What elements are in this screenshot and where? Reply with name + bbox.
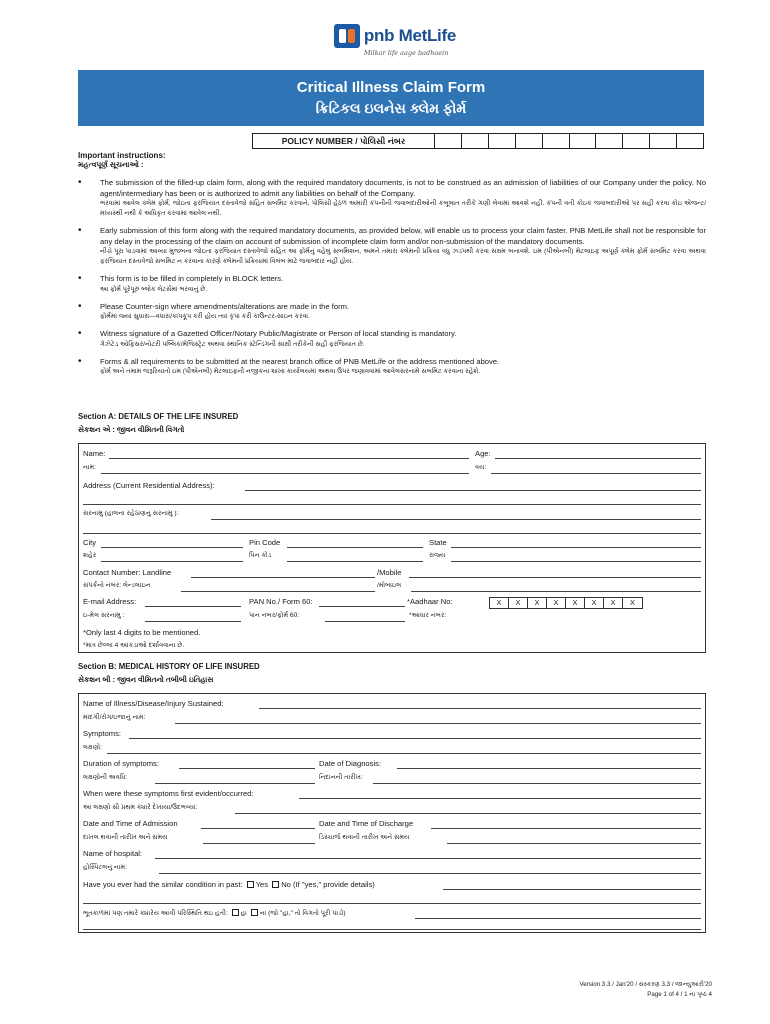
state-label-gujarati: રાજ્ય (429, 552, 446, 559)
email-label-gujarati: ઇ-મેલ સરનામુ : (83, 612, 125, 619)
pin-code-input-line-2[interactable] (287, 561, 423, 562)
instructions-list (78, 178, 706, 384)
aadhaar-cell[interactable]: X (547, 598, 566, 608)
duration-label-gujarati: લક્ષણોની અવધિ: (83, 774, 128, 781)
email-label: E-mail Address: (83, 597, 137, 606)
admission-input-line-2[interactable] (203, 843, 315, 844)
instruction-text-english: Early submission of this form along with the required mandatory documents, as provided below, will enable us to process your claim faster. PNB MetLife shall not be responsible for any delay in the processing of the claim on account of submission of incomplete claim form and/or non-submission of the mandatory documents. (100, 226, 706, 246)
city-label-gujarati: શહેર (83, 552, 97, 559)
page-number: Page 1 of 4 / 1 ના પૃષ્ઠ 4 (647, 991, 712, 998)
similar-condition-label: Have you ever had the similar condition in past: (83, 880, 243, 889)
address-label: Address (Current Residential Address): (83, 481, 215, 490)
address-input-line-3[interactable] (211, 519, 701, 520)
aadhaar-note-gujarati: *માત્ર છેલ્લા 4 આંકડાઓ દર્શાવવાના છે. (83, 642, 185, 649)
aadhaar-cell[interactable]: X (629, 598, 635, 607)
similar-condition-label-gujarati: ભૂતકાળમાં પણ તમારે ક્યારેય આવી પરિસ્થિતિ થઇ હતી: (83, 910, 228, 917)
symptoms-label-gujarati: લક્ષણો: (83, 744, 103, 751)
city-input-line[interactable] (101, 547, 243, 548)
discharge-input-line[interactable] (431, 828, 701, 829)
instruction-item (78, 274, 706, 295)
aadhaar-number-cells[interactable] (489, 597, 643, 609)
section-a-heading (78, 412, 238, 435)
name-input-line-2[interactable] (101, 473, 469, 474)
instruction-text-english: Please Counter-sign where amendments/alterations are made in the form. (100, 301, 350, 311)
contact-landline-input-line-2[interactable] (181, 591, 375, 592)
name-input-line[interactable] (109, 458, 469, 459)
instructions-heading (78, 151, 166, 170)
version-text: Version 3.3 / Jan'20 / સંસ્કરણ 3.3 / જાન્યુઆરી'20 (579, 981, 712, 988)
policy-number-cell[interactable] (623, 134, 650, 148)
similar-details-input-line-4[interactable] (83, 929, 701, 930)
aadhaar-cell[interactable]: X (604, 598, 623, 608)
similar-yes-checkbox[interactable] (247, 881, 254, 888)
duration-input-line[interactable] (179, 768, 315, 769)
name-label: Name: (83, 449, 106, 458)
email-input-line[interactable] (145, 606, 241, 607)
aadhaar-note: *Only last 4 digits to be mentioned. (83, 628, 201, 637)
first-evident-input-line-2[interactable] (235, 813, 701, 814)
discharge-input-line-2[interactable] (447, 843, 701, 844)
hospital-label: Name of hospital: (83, 849, 143, 858)
policy-number-cell[interactable] (650, 134, 677, 148)
policy-number-label: POLICY NUMBER / પોલિસી નંબર (253, 134, 435, 148)
form-title-gujarati: ક્રિટિકલ ઇલનેસ ક્લેમ ફોર્મ (315, 100, 467, 116)
policy-number-field (252, 133, 704, 149)
diagnosis-date-label-gujarati: નિદાનની તારીખ: (319, 774, 363, 781)
contact-mobile-label: /Mobile (377, 568, 402, 577)
section-b-title-english: Section B: MEDICAL HISTORY OF LIFE INSURED (78, 662, 260, 671)
section-b-title-gujarati: સેકશન બી : જીવન વીમિતનો તબીબી ઇતિહાસ (78, 675, 214, 684)
similar-yes-label: Yes (255, 880, 269, 889)
instruction-item (78, 178, 706, 219)
address-input-line-1[interactable] (245, 490, 701, 491)
hospital-input-line[interactable] (155, 858, 701, 859)
pin-code-input-line[interactable] (287, 547, 423, 548)
policy-number-cells[interactable] (435, 134, 703, 148)
address-input-line-2[interactable] (83, 504, 701, 505)
discharge-label-gujarati: ડિસ્ચાર્જ થવાની તારીખ અને સમય (319, 834, 410, 841)
state-input-line-2[interactable] (451, 561, 701, 562)
page-footer (579, 980, 712, 1000)
instructions-heading-gujarati: મહત્વપૂર્ણ સૂચનાઓ : (78, 160, 144, 169)
section-b-box (78, 693, 706, 933)
instructions-heading-english: Important instructions: (78, 151, 166, 160)
aadhaar-cell[interactable]: X (528, 598, 547, 608)
pin-code-label: Pin Code (249, 538, 281, 547)
duration-label: Duration of symptoms: (83, 759, 159, 768)
pan-input-line-2[interactable] (325, 621, 405, 622)
aadhaar-cell[interactable]: X (566, 598, 585, 608)
state-input-line[interactable] (451, 547, 701, 548)
age-label: Age: (475, 449, 491, 458)
instruction-text-english: This form is to be filled in completely in BLOCK letters. (100, 274, 284, 283)
aadhaar-label: *Aadhaar No: (407, 597, 453, 606)
pan-label-gujarati: પાન નંબર/ફોર્મ 60: (249, 612, 300, 619)
aadhaar-cell[interactable]: X (585, 598, 604, 608)
similar-condition-question (83, 880, 375, 889)
policy-number-cell[interactable] (489, 134, 516, 148)
pan-input-line[interactable] (319, 606, 405, 607)
instruction-item (78, 357, 706, 378)
similar-details-input-line[interactable] (443, 889, 701, 890)
admission-label: Date and Time of Admission (83, 819, 178, 828)
section-a-box (78, 443, 706, 653)
hospital-label-gujarati: હોસ્પિટલનું નામ: (83, 864, 127, 871)
contact-mobile-label-gujarati: /મોબાઇલ (377, 582, 402, 589)
address-label-gujarati: સરનામુ (હાલના રહેઠાણનું સરનામુ ): (83, 510, 179, 517)
instruction-text-gujarati: ફોર્મ અને તમામ જરૂરિયાતો ઇમ (પીએનબી) મેટલાઇફની નજીકના શાખા કાર્યાલયમાં અથવા ઉપર જણાવવામાં આવેલસરનામે સબમિટ કરવાના રહેશે. (100, 368, 481, 375)
age-input-line[interactable] (495, 458, 701, 459)
policy-number-cell[interactable] (596, 134, 623, 148)
instruction-text-gujarati: ગેઝેટેડ ઓફિસર/નોટરી પબ્લિક/મેજિસ્ટ્રેટ અથવા સ્થાનિક સ્ટેન્ડિંગની સાક્ષી તરીકેની સહી ફરજિયાત છે. (100, 340, 365, 348)
pan-label: PAN No./ Form 60: (249, 597, 313, 606)
section-a-title-gujarati: સેકશન એ : જીવન વીમિતની વિગતો (78, 425, 185, 434)
age-input-line-2[interactable] (491, 473, 701, 474)
instruction-text-gujarati: નીચે પૂરા પાડવામાં આવ્યા મુજબના જોઇતા ફરજિયાત દસ્તાવેજો સહિત આ ફોર્મનું વહેલું સબમિશન, અમને તમારા ક્લેમની પ્રક્રિયા વધુ ઝડપથી કરવા સક્ષમ બનાવશે. ઇમ (પીએનબી) મેટલાઇફ અપૂર્ણ ક્લેમ ફોર્મ સબમિટ કરવા અથવા ફરજિયાત દસ્તાવેજો સબમિટ ન કરવાના કારણે ક્લેમની પ્રક્રિયામાં વિલંબ માટે જવાબદાર નહીં હોય. (100, 248, 706, 265)
similar-no-checkbox[interactable] (272, 881, 279, 888)
form-title-banner (78, 70, 704, 126)
duration-input-line-2[interactable] (155, 783, 315, 784)
contact-mobile-input-line[interactable] (409, 577, 701, 578)
city-input-line-2[interactable] (101, 561, 243, 562)
similar-no-label-gujarati: ના (જો "હા," તો વિગતો પૂરી પાડો) (259, 910, 346, 917)
contact-landline-input-line[interactable] (191, 577, 375, 578)
discharge-label: Date and Time of Discharge (319, 819, 414, 828)
logo-metlife: MetLife (394, 26, 456, 45)
similar-condition-question-gujarati (83, 909, 346, 918)
address-input-line-4[interactable] (83, 533, 701, 534)
first-evident-label: When were these symptoms first evident/occurred: (83, 789, 254, 798)
instruction-item (78, 329, 706, 350)
instruction-text-english: Forms & all requirements to be submitted at the nearest branch office of PNB MetLife or the address mentioned above. (100, 356, 500, 366)
logo-pnb: pnb (363, 26, 395, 45)
instruction-text-gujarati: ભરવામાં આવેલ ક્લેમ ફોર્મ, જોઇતા ફરજિયાત દસ્તાવેજો સહિત સબમિટ કરવાને, પોલિસી હેઠળ અમારી કંપનીની જવાબદારીઓની કબૂલાત તરીકે ગણી લેવામાં આવશે નહીં. કંપની વતી કોઇક જવાબદારીઓ પર સહી કરવા કોઇ એજન્ટ/મધ્યસ્થી નથી કે અધિકૃત કરવામાં આવેલ નથી. (100, 200, 706, 217)
instruction-text-gujarati: આ ફોર્મ પૂરેપૂરું બ્લોક લેટર્સમાં ભરવાનું છે. (100, 285, 208, 293)
illness-label: Name of Illness/Disease/Injury Sustained: (83, 699, 224, 708)
contact-landline-label: Contact Number: Landline (83, 568, 172, 577)
section-a-title-english: Section A: DETAILS OF THE LIFE INSURED (78, 412, 239, 421)
policy-number-cell[interactable] (435, 134, 462, 148)
pin-code-label-gujarati: પિન કોડ (249, 552, 272, 559)
symptoms-label: Symptoms: (83, 729, 121, 738)
city-label: City (83, 538, 97, 547)
contact-mobile-input-line-2[interactable] (411, 591, 701, 592)
aadhaar-cell[interactable]: X (490, 598, 509, 608)
hospital-input-line-2[interactable] (159, 873, 701, 874)
admission-input-line[interactable] (201, 828, 315, 829)
diagnosis-date-label: Date of Diagnosis: (319, 759, 382, 768)
similar-no-label: No (If "yes," provide details) (281, 880, 375, 889)
age-label-gujarati: વય: (475, 464, 487, 471)
admission-label-gujarati: દાખલ થવાની તારીખ અને સમય (83, 834, 168, 841)
illness-input-line-2[interactable] (175, 723, 701, 724)
similar-details-input-line-2[interactable] (83, 903, 701, 904)
instruction-text-english: Witness signature of a Gazetted Officer/Notary Public/Magistrate or Person of local standing is mandatory. (100, 329, 457, 338)
instruction-item (78, 226, 706, 267)
pnb-metlife-mark-icon (334, 24, 360, 48)
policy-number-cell[interactable] (677, 134, 703, 148)
first-evident-label-gujarati: આ લક્ષણો સૌ પ્રથમ ક્યારે દેખાયા/ઉદભવ્યા: (83, 804, 198, 811)
illness-input-line[interactable] (259, 708, 701, 709)
form-title-english: Critical Illness Claim Form (296, 79, 486, 96)
symptoms-input-line-2[interactable] (107, 753, 701, 754)
policy-number-cell[interactable] (516, 134, 543, 148)
similar-yes-label-gujarati: હા (240, 910, 247, 917)
aadhaar-label-gujarati: *આધાર નંબર: (409, 612, 447, 619)
similar-no-checkbox-gujarati[interactable] (251, 909, 258, 916)
email-input-line-2[interactable] (145, 621, 241, 622)
logo-tagline: Milkar life aage badhaein (363, 49, 449, 57)
similar-yes-checkbox-gujarati[interactable] (232, 909, 239, 916)
aadhaar-cell[interactable]: X (509, 598, 528, 608)
policy-number-cell[interactable] (570, 134, 597, 148)
illness-label-gujarati: માંદગી/રોગ/ઇજાનું નામ: (83, 714, 146, 721)
policy-number-cell[interactable] (543, 134, 570, 148)
contact-landline-label-gujarati: સંપર્કનો નંબર: લેન્ડલાઇન (83, 582, 151, 589)
pnb-metlife-logo (334, 24, 456, 57)
symptoms-input-line[interactable] (129, 738, 701, 739)
section-b-heading (78, 662, 260, 685)
policy-number-cell[interactable] (462, 134, 489, 148)
diagnosis-date-input-line-2[interactable] (373, 783, 701, 784)
first-evident-input-line[interactable] (299, 798, 701, 799)
name-label-gujarati: નામ: (83, 464, 97, 471)
instruction-item (78, 302, 706, 323)
state-label: State (429, 538, 447, 547)
instruction-text-gujarati: ફોર્મમાં જ્યાં સુધારા—વધારા/કાપકૂપ કરી હોય ત્યાં કૃપા કરી કાઉન્ટર-સાઇન કરવા. (100, 313, 310, 320)
similar-details-input-line-3[interactable] (415, 918, 701, 919)
instruction-text-english: The submission of the filled-up claim form, along with the required mandatory documents, is not to be construed as an admission of liabilities of our Company under the policy. No agent/intermediary has been or is authorized to admit any liabilities on behalf of the Company. (100, 178, 706, 198)
diagnosis-date-input-line[interactable] (397, 768, 701, 769)
